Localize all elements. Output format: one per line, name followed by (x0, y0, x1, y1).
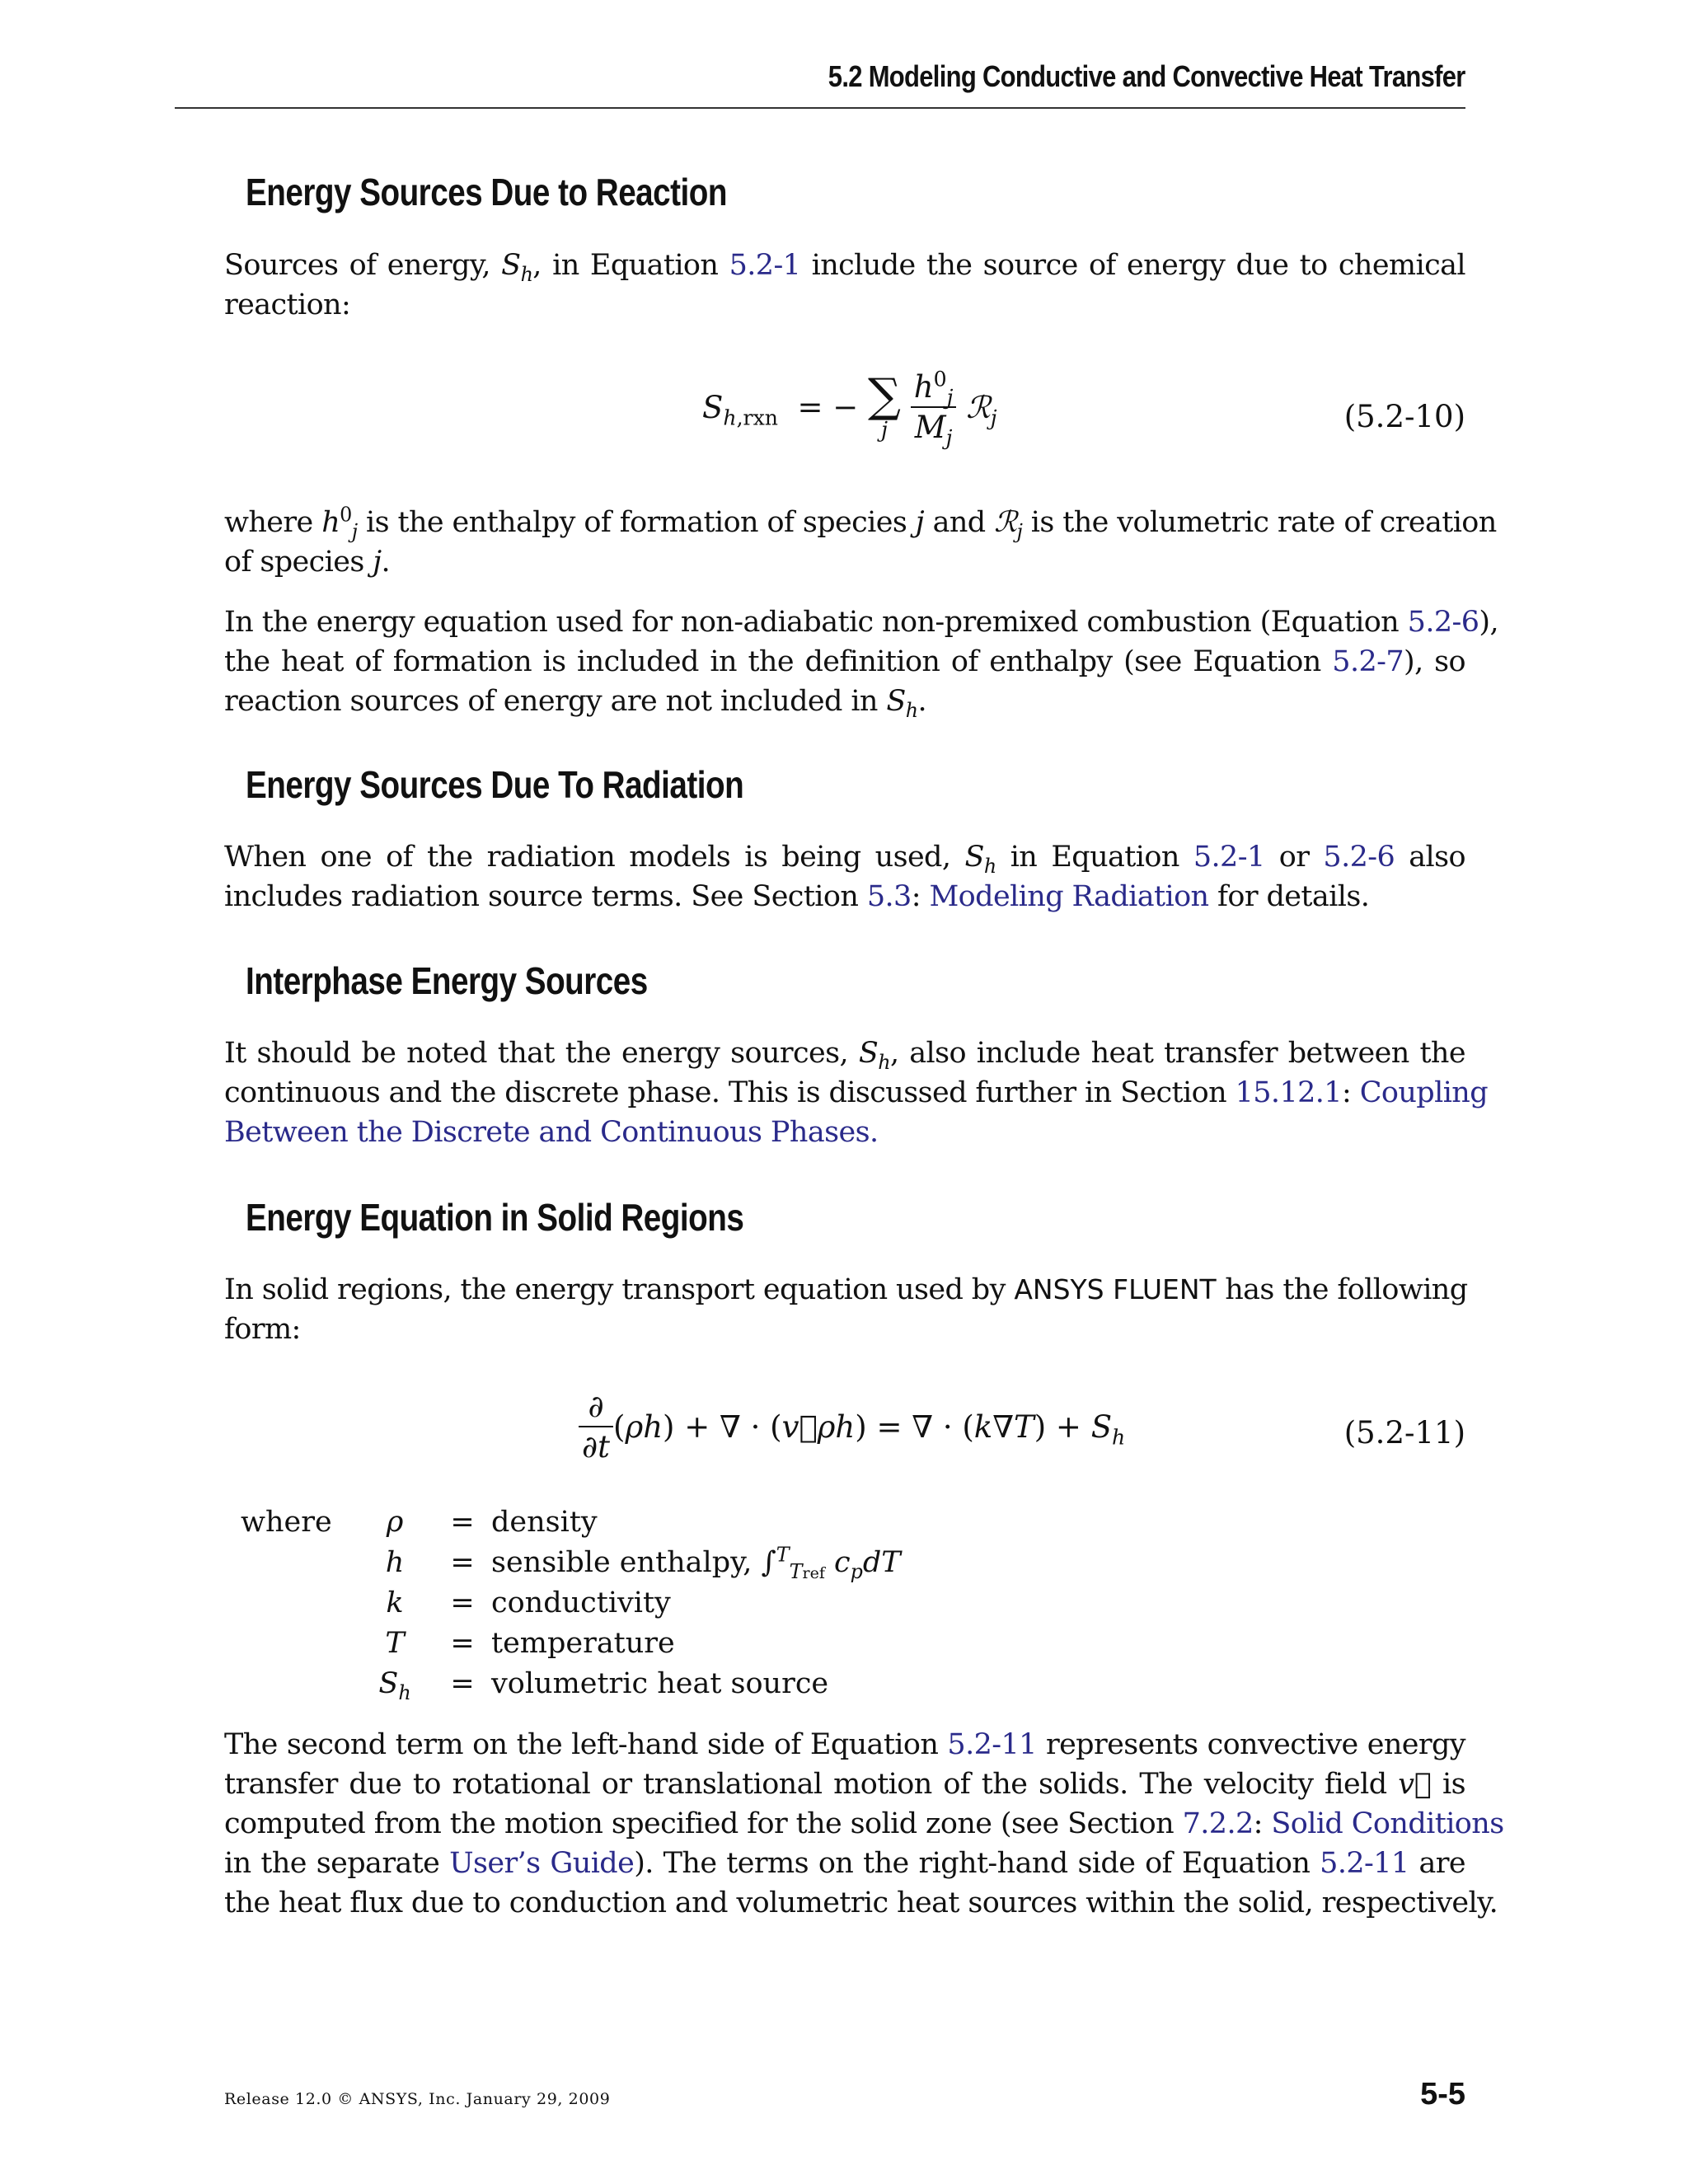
section-link[interactable]: 7.2.2 (1182, 1807, 1254, 1840)
section-heading-radiation: Energy Sources Due To Radiation (246, 763, 744, 806)
paragraph-reaction-intro: Sources of energy, $S_h$, in Equation 5.2-1 include the source of energy due to chemical reaction: (224, 249, 1465, 321)
equation-link[interactable]: 5.2-6 (1323, 841, 1395, 874)
section-link[interactable]: 5.3 (866, 880, 912, 913)
equation-body: $S_{h,rxn}$ = − ∑ j $\frac{h^0_j}{M_j}$ ℛ$_j$ (702, 367, 997, 450)
equation-link[interactable]: 5.2-1 (1193, 841, 1265, 874)
running-head (175, 59, 1465, 109)
running-head-text: 5.2 Modeling Conductive and Convective Heat Transfer (828, 59, 1465, 93)
section-heading-interphase: Interphase Energy Sources (246, 959, 648, 1002)
equation-5-2-11 (224, 1389, 1465, 1488)
users-guide-link[interactable]: User’s Guide (449, 1847, 635, 1880)
equation-body: $\frac{\partial}{\partial t}$ (ρh) + ∇ · (v⃗ρh) = ∇ · $(k\nabla T) + S_h$ (579, 1389, 1125, 1465)
definition-row: h = sensible enthalpy, ∫$^T_{Tref}$ $c_pdT$ (385, 1542, 901, 1583)
equation-link[interactable]: 5.2-11 (1320, 1847, 1409, 1880)
definition-row: where ρ = density (241, 1505, 598, 1539)
paragraph-solid-intro: In solid regions, the energy transport equation used by ANSYS FLUENT has the following form: (224, 1273, 1468, 1346)
product-name: ANSYS FLUENT (1014, 1273, 1217, 1305)
page-number: 5-5 (1420, 2077, 1465, 2111)
paragraph-nonpremixed: In the energy equation used for non-adiabatic non-premixed combustion (Equation 5.2-6), the heat of formation is included in the definition of enthalpy (see Equation 5.2-7), so reaction sources of energy are not included in $S_h$. (224, 606, 1499, 722)
paragraph-solid-explanation: The second term on the left-hand side of Equation 5.2-11 represents convective energy transfer due to rotational or translational motion of the solids. The velocity field v⃗ is computed from the motion specified for the solid zone (see Section 7.2.2: Solid Conditions in the separate User’s Guide). The terms on the right-hand side of Equation 5.2-11 are the heat flux due to conduction and volumetric heat sources within the solid, respectively. (224, 1728, 1504, 1919)
variable-definitions (241, 1502, 901, 1704)
equation-number: (5.2-11) (1343, 1415, 1465, 1451)
section-heading-solid: Energy Equation in Solid Regions (246, 1196, 744, 1239)
definition-row: k = conductivity (386, 1586, 671, 1619)
equation-link[interactable]: 5.2-1 (729, 249, 801, 282)
section-title-link[interactable]: Solid Conditions (1271, 1807, 1504, 1840)
section-title-link[interactable]: Modeling Radiation (929, 880, 1209, 913)
definition-row: $S_h$ = volumetric heat source (378, 1666, 829, 1704)
equation-link[interactable]: 5.2-7 (1332, 645, 1404, 678)
equation-link[interactable]: 5.2-11 (947, 1728, 1037, 1761)
definition-row: T = temperature (385, 1626, 675, 1660)
equation-link[interactable]: 5.2-6 (1407, 606, 1479, 639)
section-heading-reaction: Energy Sources Due to Reaction (246, 171, 727, 213)
equation-number: (5.2-10) (1343, 399, 1465, 434)
equation-5-2-10 (224, 369, 1465, 476)
section-title-link[interactable]: Coupling (1359, 1076, 1489, 1109)
paragraph-radiation: When one of the radiation models is being used, $S_h$ in Equation 5.2-1 or 5.2-6 also includes radiation source terms. See Section 5.3: Modeling Radiation for details. (224, 841, 1465, 913)
section-link[interactable]: 15.12.1 (1235, 1076, 1342, 1109)
paragraph-interphase: It should be noted that the energy sources, $S_h$, also include heat transfer between the continuous and the discrete phase. This is discussed further in Section 15.12.1: Coupling Between the Discrete and Continuous Phases. (224, 1037, 1489, 1149)
paragraph-reaction-definitions: where $h^0_j$ is the enthalpy of formation of species j and ℛ$_j$ is the volumetric rate of creation of species j. (224, 503, 1497, 579)
footer-release-info: Release 12.0 © ANSYS, Inc. January 29, 2009 (224, 2090, 611, 2108)
section-title-link[interactable]: Between the Discrete and Continuous Phases (224, 1116, 870, 1149)
